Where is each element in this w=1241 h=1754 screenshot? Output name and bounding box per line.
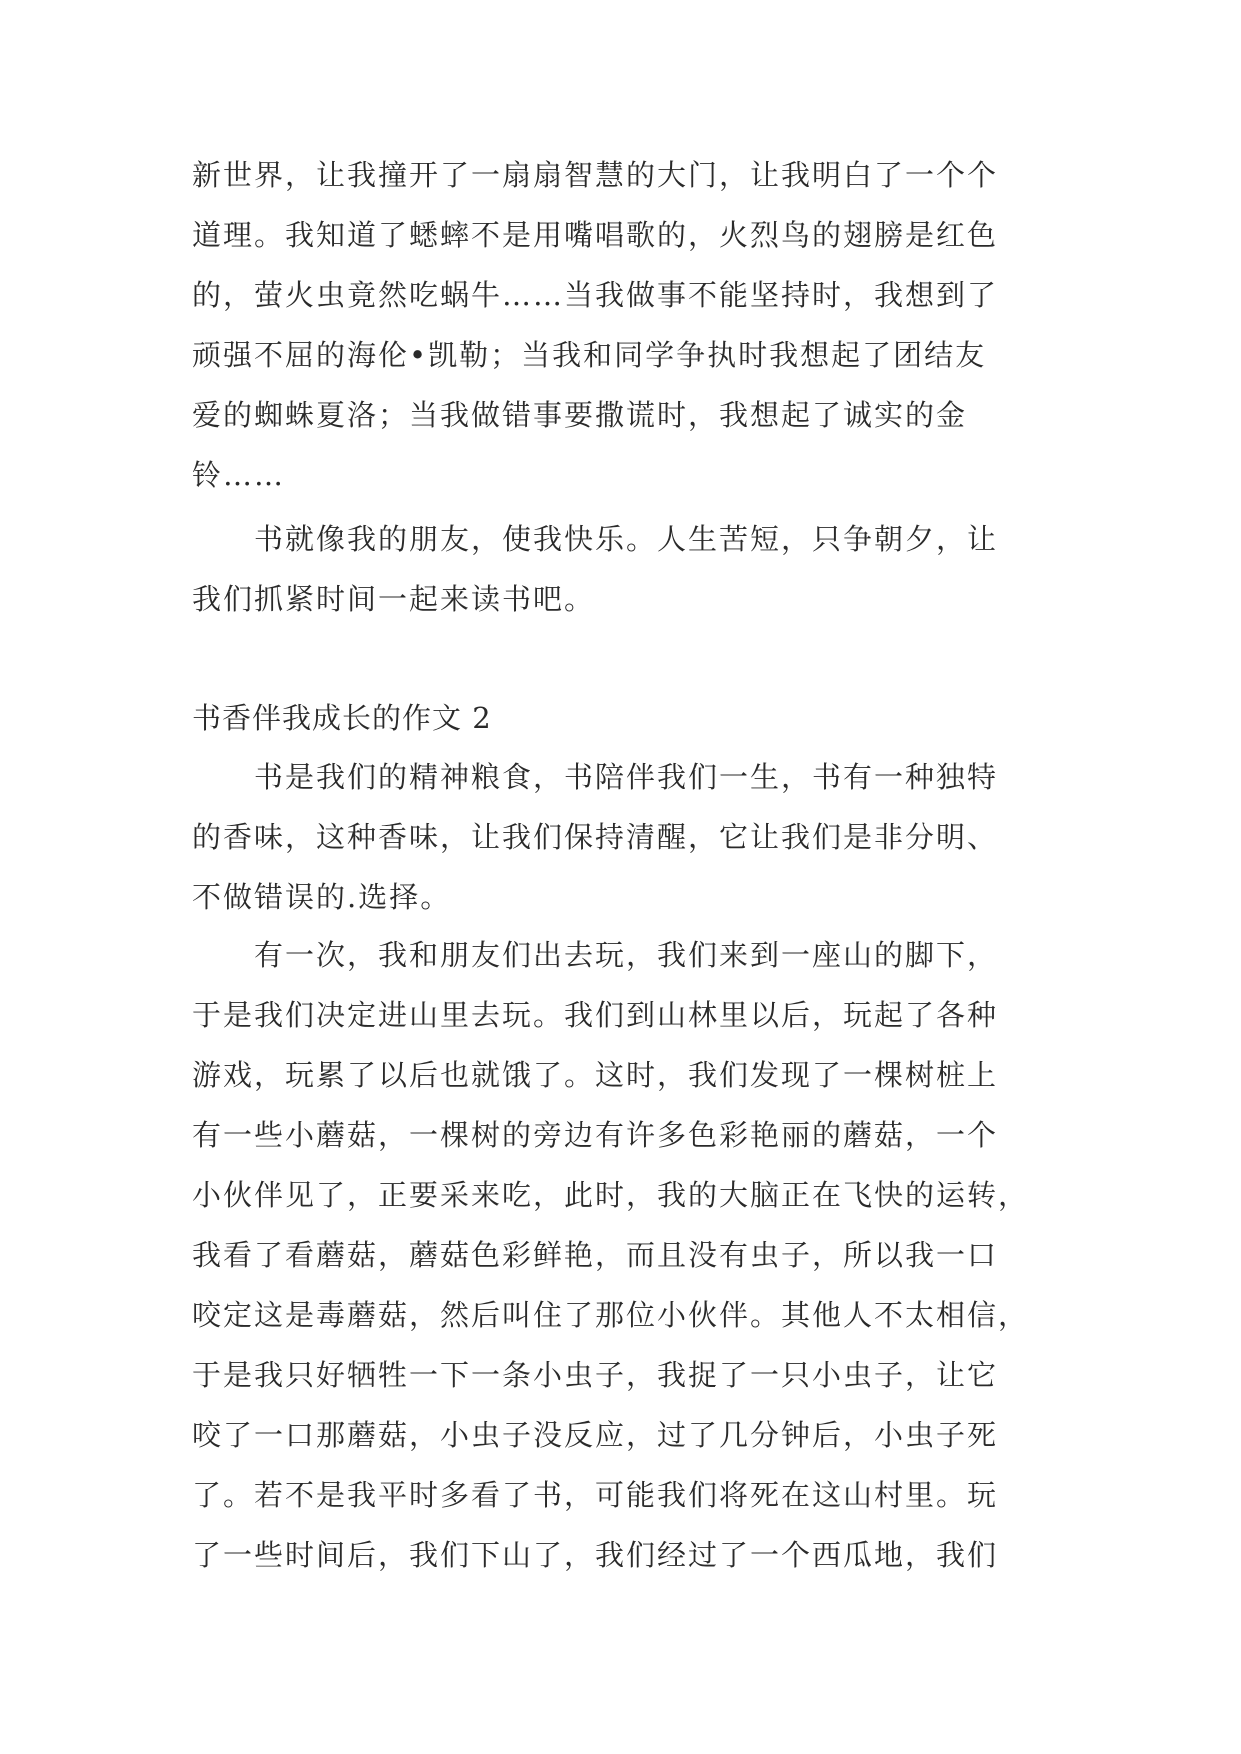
paragraph-line: 有一次，我和朋友们出去玩，我们来到一座山的脚下，	[254, 938, 999, 972]
paragraph-line: 书是我们的精神粮食，书陪伴我们一生，书有一种独特	[254, 760, 999, 794]
paragraph-line: 的，萤火虫竟然吃蜗牛……当我做事不能坚持时，我想到了	[192, 278, 999, 312]
paragraph-line: 于是我们决定进山里去玩。我们到山林里以后，玩起了各种	[192, 998, 999, 1032]
paragraph-line: 咬定这是毒蘑菇，然后叫住了那位小伙伴。其他人不太相信，	[192, 1298, 1030, 1332]
paragraph-line: 新世界，让我撞开了一扇扇智慧的大门，让我明白了一个个	[192, 158, 999, 192]
paragraph-line: 铃……	[192, 458, 286, 492]
paragraph-line: 不做错误的.选择。	[192, 880, 452, 914]
paragraph-line: 游戏，玩累了以后也就饿了。这时，我们发现了一棵树桩上	[192, 1058, 999, 1092]
paragraph-line: 道理。我知道了蟋蟀不是用嘴唱歌的，火烈鸟的翅膀是红色	[192, 218, 999, 252]
paragraph-4	[192, 925, 1072, 1585]
paragraph-line: 书就像我的朋友，使我快乐。人生苦短，只争朝夕，让	[254, 522, 999, 556]
paragraph-line: 我们抓紧时间一起来读书吧。	[192, 582, 596, 616]
paragraph-3	[192, 747, 1072, 927]
section-heading-block	[192, 688, 1072, 748]
paragraph-line: 的香味，这种香味，让我们保持清醒，它让我们是非分明、	[192, 820, 999, 854]
paragraph-line: 了一些时间后，我们下山了，我们经过了一个西瓜地，我们	[192, 1538, 999, 1572]
paragraph-line: 于是我只好牺牲一下一条小虫子，我捉了一只小虫子，让它	[192, 1358, 999, 1392]
paragraph-line: 爱的蜘蛛夏洛；当我做错事要撒谎时，我想起了诚实的金	[192, 398, 968, 432]
paragraph-line: 咬了一口那蘑菇，小虫子没反应，过了几分钟后，小虫子死	[192, 1418, 999, 1452]
paragraph-2	[192, 509, 1072, 629]
paragraph-line: 了。若不是我平时多看了书，可能我们将死在这山村里。玩	[192, 1478, 999, 1512]
section-heading: 书香伴我成长的作文 2	[192, 701, 492, 735]
paragraph-1	[192, 145, 1072, 505]
paragraph-line: 我看了看蘑菇，蘑菇色彩鲜艳，而且没有虫子，所以我一口	[192, 1238, 999, 1272]
paragraph-line: 小伙伴见了，正要采来吃，此时，我的大脑正在飞快的运转，	[192, 1178, 1030, 1212]
paragraph-line: 顽强不屈的海伦•凯勒；当我和同学争执时我想起了团结友	[192, 338, 987, 372]
paragraph-line: 有一些小蘑菇，一棵树的旁边有许多色彩艳丽的蘑菇，一个	[192, 1118, 999, 1152]
